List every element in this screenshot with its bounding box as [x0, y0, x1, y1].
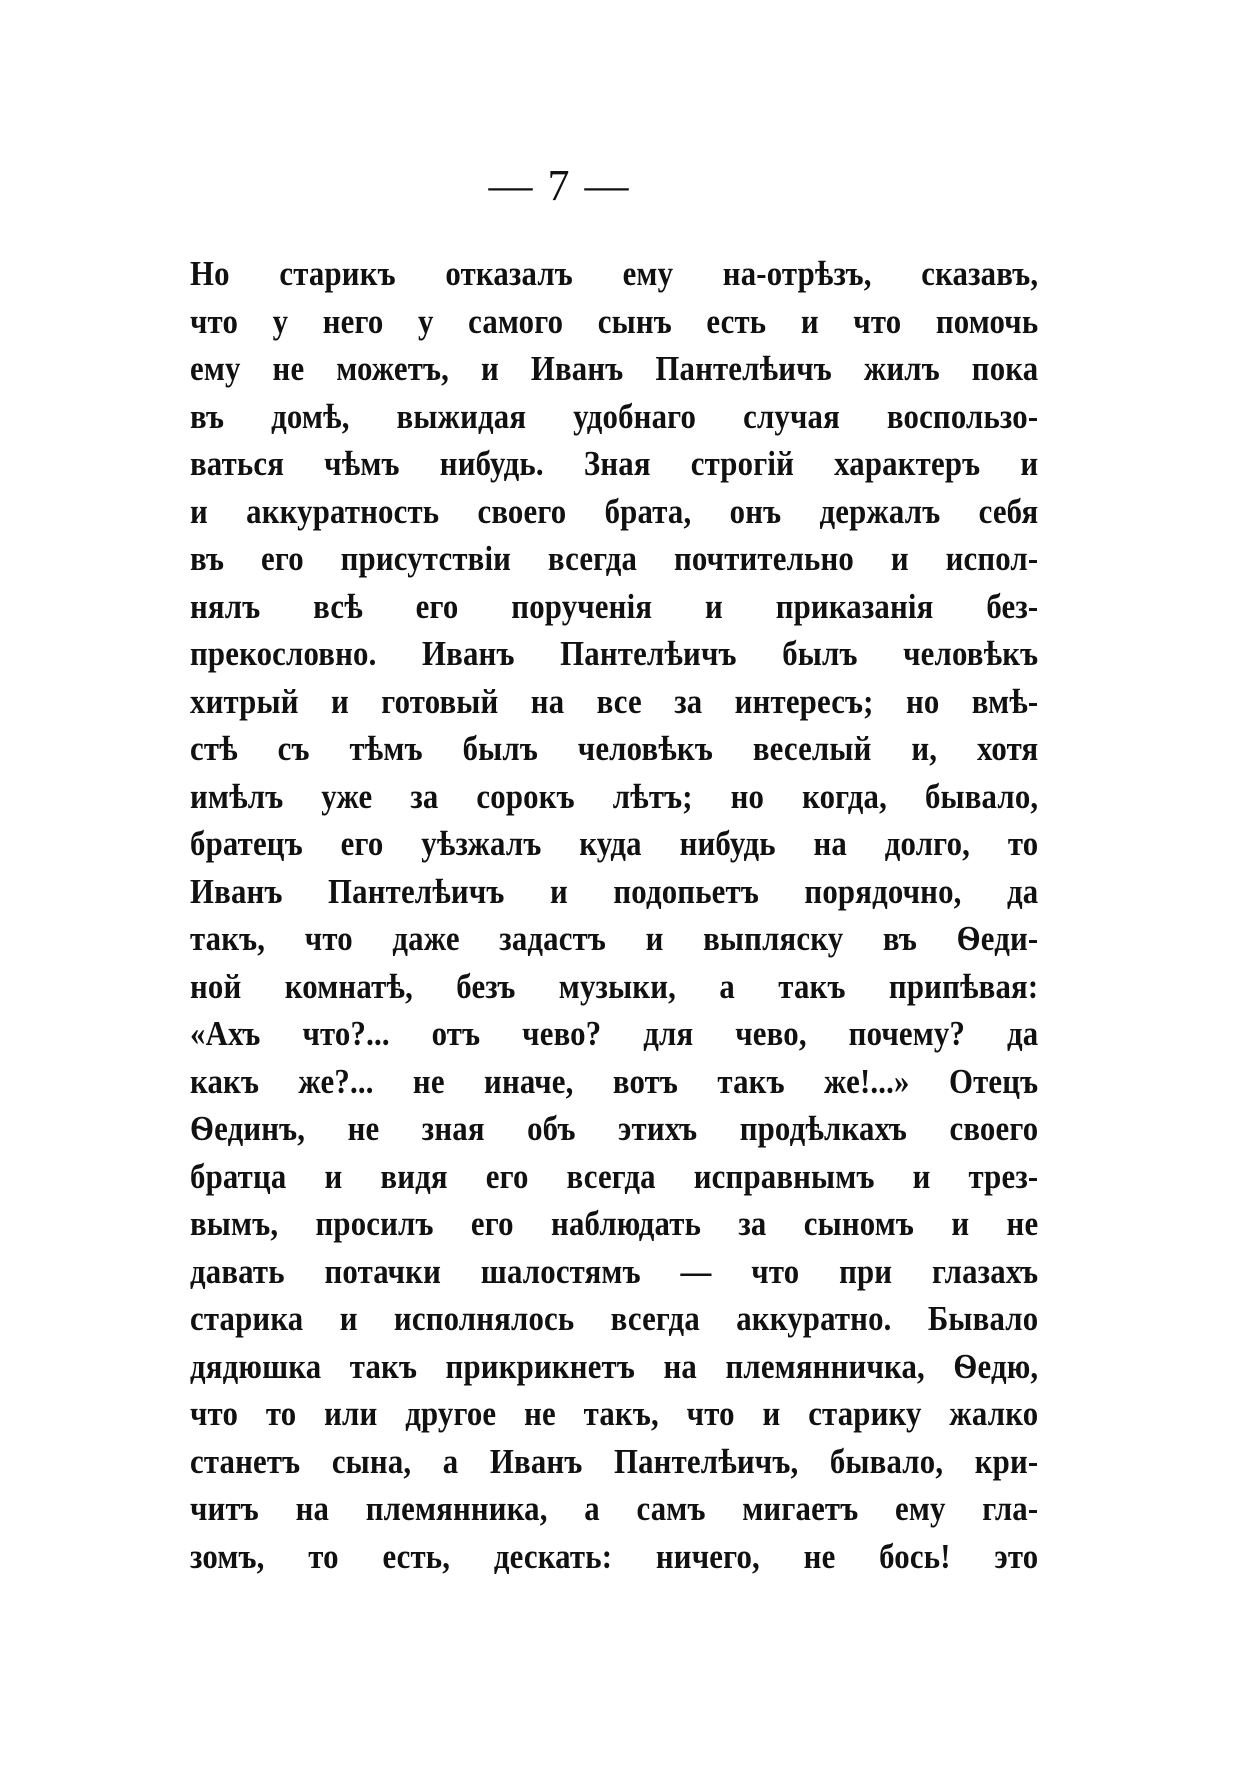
text-line: старика и исполнялось всегда аккуратно. Бывало: [190, 1299, 1039, 1338]
text-line: имѣлъ уже за сорокъ лѣтъ; но когда, бывало,: [190, 776, 1039, 816]
text-line: давать потачки шалостямъ — что при глазахъ: [190, 1251, 1039, 1291]
text-line: такъ, что даже задастъ и выпляску въ Ѳеди-: [190, 919, 1039, 958]
text-line: какъ же?... не иначе, вотъ такъ же!...» Отецъ: [190, 1061, 1039, 1101]
text-line: зомъ, то есть, дескать: ничего, не бось! это: [190, 1536, 1039, 1576]
text-line: читъ на племянника, а самъ мигаетъ ему гла-: [190, 1489, 1039, 1528]
body-text: [190, 250, 1038, 1580]
text-line: что у него у самого сынъ есть и что помочь: [190, 301, 1039, 341]
text-line: ваться чѣмъ нибудь. Зная строгій характеръ и: [190, 444, 1039, 483]
text-line: ной комнатѣ, безъ музыки, а такъ припѣвая:: [190, 966, 1039, 1006]
text-line: станетъ сына, а Иванъ Пантелѣичъ, бывало, кри-: [190, 1441, 1039, 1481]
text-line: дядюшка такъ прикрикнетъ на племянничка, Ѳедю,: [190, 1346, 1039, 1386]
text-line: хитрый и готовый на все за интересъ; но вмѣ-: [190, 681, 1039, 721]
text-line: братецъ его уѣзжалъ куда нибудь на долго, то: [190, 824, 1039, 863]
text-line: въ его присутствіи всегда почтительно и испол-: [190, 539, 1039, 578]
text-line: братца и видя его всегда исправнымъ и трез-: [190, 1156, 1039, 1196]
text-line: что то или другое не такъ, что и старику жалко: [190, 1394, 1039, 1433]
text-line: «Ахъ что?... отъ чево? для чево, почему? да: [190, 1014, 1039, 1053]
text-line: Но старикъ отказалъ ему на-отрѣзъ, сказавъ,: [190, 254, 1039, 293]
text-line: нялъ всѣ его порученія и приказанія без-: [190, 586, 1039, 626]
text-line: ему не можетъ, и Иванъ Пантелѣичъ жилъ пока: [190, 349, 1039, 388]
text-line: Иванъ Пантелѣичъ и подопьетъ порядочно, да: [190, 871, 1039, 911]
text-line: вымъ, просилъ его наблюдать за сыномъ и не: [190, 1204, 1039, 1243]
text-line: Ѳединъ, не зная объ этихъ продѣлкахъ своего: [190, 1109, 1039, 1148]
page-number: — 7 —: [488, 161, 631, 210]
text-line: и аккуратность своего брата, онъ держалъ себя: [190, 491, 1039, 531]
text-line: прекословно. Иванъ Пантелѣичъ былъ человѣкъ: [190, 634, 1039, 673]
text-line: въ домѣ, выжидая удобнаго случая воспользо-: [190, 396, 1039, 436]
text-line: стѣ съ тѣмъ былъ человѣкъ веселый и, хотя: [190, 729, 1039, 768]
